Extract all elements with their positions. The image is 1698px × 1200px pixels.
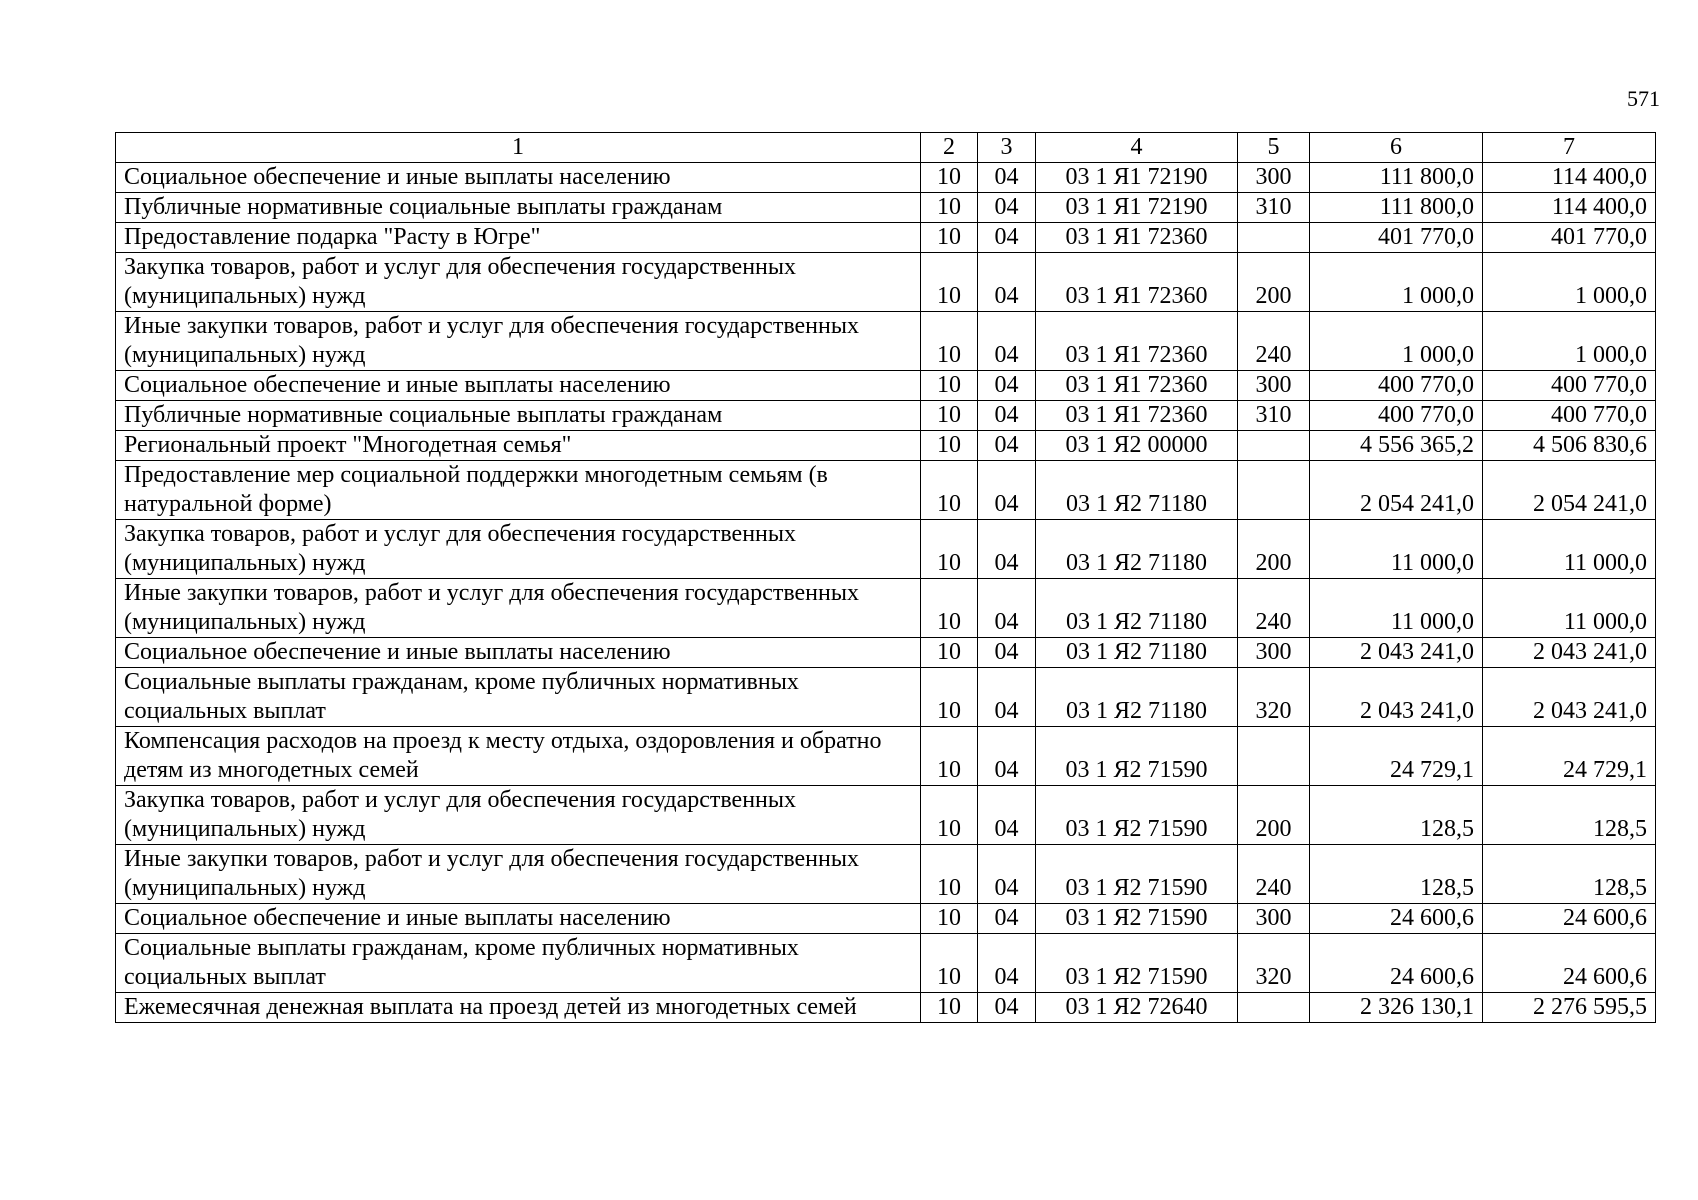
- expense-type-cell: [1238, 461, 1310, 520]
- section-code-cell: 10: [921, 223, 978, 253]
- expense-type-cell: 320: [1238, 668, 1310, 727]
- section-code-cell: 10: [921, 904, 978, 934]
- subsection-code-cell: 04: [978, 520, 1036, 579]
- table-row: [116, 253, 1656, 312]
- amount-col6-cell: 2 326 130,1: [1310, 993, 1483, 1023]
- subsection-code-cell: 04: [978, 934, 1036, 993]
- section-code-cell: 10: [921, 934, 978, 993]
- section-code-cell: 10: [921, 727, 978, 786]
- amount-col6-cell: 2 054 241,0: [1310, 461, 1483, 520]
- amount-col7-cell: 114 400,0: [1483, 193, 1656, 223]
- budget-table: [115, 132, 1656, 1023]
- table-row: [116, 993, 1656, 1023]
- target-article-cell: 03 1 Я1 72190: [1036, 163, 1238, 193]
- row-name-cell: Социальное обеспечение и иные выплаты населению: [116, 371, 921, 401]
- subsection-code-cell: 04: [978, 579, 1036, 638]
- section-code-cell: 10: [921, 431, 978, 461]
- expense-type-cell: 310: [1238, 193, 1310, 223]
- target-article-cell: 03 1 Я1 72360: [1036, 371, 1238, 401]
- header-cell: 5: [1238, 133, 1310, 163]
- table-row: [116, 520, 1656, 579]
- target-article-cell: 03 1 Я2 71590: [1036, 904, 1238, 934]
- row-name-cell: Социальное обеспечение и иные выплаты населению: [116, 904, 921, 934]
- amount-col7-cell: 400 770,0: [1483, 401, 1656, 431]
- table-header-row: [116, 133, 1656, 163]
- table-row: [116, 579, 1656, 638]
- row-name-cell: Социальное обеспечение и иные выплаты населению: [116, 163, 921, 193]
- expense-type-cell: 320: [1238, 934, 1310, 993]
- subsection-code-cell: 04: [978, 845, 1036, 904]
- table-row: [116, 668, 1656, 727]
- row-name-cell: Предоставление подарка "Расту в Югре": [116, 223, 921, 253]
- amount-col6-cell: 1 000,0: [1310, 253, 1483, 312]
- amount-col7-cell: 11 000,0: [1483, 579, 1656, 638]
- amount-col7-cell: 128,5: [1483, 786, 1656, 845]
- target-article-cell: 03 1 Я2 71180: [1036, 579, 1238, 638]
- target-article-cell: 03 1 Я2 72640: [1036, 993, 1238, 1023]
- table-row: [116, 786, 1656, 845]
- section-code-cell: 10: [921, 312, 978, 371]
- target-article-cell: 03 1 Я1 72360: [1036, 401, 1238, 431]
- expense-type-cell: [1238, 431, 1310, 461]
- section-code-cell: 10: [921, 371, 978, 401]
- amount-col7-cell: 128,5: [1483, 845, 1656, 904]
- amount-col6-cell: 1 000,0: [1310, 312, 1483, 371]
- amount-col7-cell: 24 600,6: [1483, 904, 1656, 934]
- amount-col7-cell: 2 043 241,0: [1483, 668, 1656, 727]
- section-code-cell: 10: [921, 520, 978, 579]
- table-row: [116, 312, 1656, 371]
- expense-type-cell: 200: [1238, 253, 1310, 312]
- amount-col6-cell: 2 043 241,0: [1310, 668, 1483, 727]
- header-cell: 7: [1483, 133, 1656, 163]
- subsection-code-cell: 04: [978, 993, 1036, 1023]
- amount-col6-cell: 2 043 241,0: [1310, 638, 1483, 668]
- amount-col7-cell: 24 600,6: [1483, 934, 1656, 993]
- row-name-cell: Региональный проект "Многодетная семья": [116, 431, 921, 461]
- table-row: [116, 727, 1656, 786]
- row-name-cell: Публичные нормативные социальные выплаты гражданам: [116, 193, 921, 223]
- expense-type-cell: 240: [1238, 579, 1310, 638]
- amount-col6-cell: 128,5: [1310, 845, 1483, 904]
- table-row: [116, 401, 1656, 431]
- subsection-code-cell: 04: [978, 253, 1036, 312]
- subsection-code-cell: 04: [978, 638, 1036, 668]
- row-name-cell: Иные закупки товаров, работ и услуг для обеспечения государственных (муниципальных) нужд: [116, 312, 921, 371]
- section-code-cell: 10: [921, 786, 978, 845]
- header-cell: 2: [921, 133, 978, 163]
- expense-type-cell: 200: [1238, 786, 1310, 845]
- amount-col7-cell: 2 276 595,5: [1483, 993, 1656, 1023]
- amount-col7-cell: 401 770,0: [1483, 223, 1656, 253]
- target-article-cell: 03 1 Я2 71180: [1036, 638, 1238, 668]
- row-name-cell: Иные закупки товаров, работ и услуг для обеспечения государственных (муниципальных) нужд: [116, 579, 921, 638]
- table-row: [116, 163, 1656, 193]
- amount-col7-cell: 114 400,0: [1483, 163, 1656, 193]
- expense-type-cell: [1238, 993, 1310, 1023]
- target-article-cell: 03 1 Я1 72360: [1036, 253, 1238, 312]
- expense-type-cell: [1238, 727, 1310, 786]
- header-cell: 3: [978, 133, 1036, 163]
- amount-col6-cell: 24 600,6: [1310, 904, 1483, 934]
- table-row: [116, 638, 1656, 668]
- amount-col6-cell: 128,5: [1310, 786, 1483, 845]
- amount-col7-cell: 4 506 830,6: [1483, 431, 1656, 461]
- subsection-code-cell: 04: [978, 371, 1036, 401]
- expense-type-cell: 300: [1238, 163, 1310, 193]
- subsection-code-cell: 04: [978, 223, 1036, 253]
- expense-type-cell: 300: [1238, 638, 1310, 668]
- section-code-cell: 10: [921, 845, 978, 904]
- amount-col6-cell: 111 800,0: [1310, 163, 1483, 193]
- amount-col6-cell: 24 729,1: [1310, 727, 1483, 786]
- expense-type-cell: 300: [1238, 904, 1310, 934]
- subsection-code-cell: 04: [978, 431, 1036, 461]
- subsection-code-cell: 04: [978, 461, 1036, 520]
- target-article-cell: 03 1 Я2 00000: [1036, 431, 1238, 461]
- amount-col6-cell: 111 800,0: [1310, 193, 1483, 223]
- target-article-cell: 03 1 Я2 71590: [1036, 934, 1238, 993]
- expense-type-cell: [1238, 223, 1310, 253]
- section-code-cell: 10: [921, 579, 978, 638]
- expense-type-cell: 240: [1238, 845, 1310, 904]
- subsection-code-cell: 04: [978, 163, 1036, 193]
- table-row: [116, 193, 1656, 223]
- table-row: [116, 431, 1656, 461]
- target-article-cell: 03 1 Я2 71590: [1036, 727, 1238, 786]
- row-name-cell: Публичные нормативные социальные выплаты гражданам: [116, 401, 921, 431]
- header-cell: 4: [1036, 133, 1238, 163]
- amount-col6-cell: 11 000,0: [1310, 520, 1483, 579]
- target-article-cell: 03 1 Я2 71590: [1036, 786, 1238, 845]
- row-name-cell: Социальные выплаты гражданам, кроме публичных нормативных социальных выплат: [116, 934, 921, 993]
- subsection-code-cell: 04: [978, 668, 1036, 727]
- row-name-cell: Социальное обеспечение и иные выплаты населению: [116, 638, 921, 668]
- subsection-code-cell: 04: [978, 312, 1036, 371]
- amount-col6-cell: 401 770,0: [1310, 223, 1483, 253]
- table-row: [116, 904, 1656, 934]
- subsection-code-cell: 04: [978, 193, 1036, 223]
- amount-col7-cell: 11 000,0: [1483, 520, 1656, 579]
- section-code-cell: 10: [921, 638, 978, 668]
- amount-col6-cell: 24 600,6: [1310, 934, 1483, 993]
- section-code-cell: 10: [921, 401, 978, 431]
- target-article-cell: 03 1 Я1 72190: [1036, 193, 1238, 223]
- subsection-code-cell: 04: [978, 786, 1036, 845]
- amount-col6-cell: 400 770,0: [1310, 401, 1483, 431]
- target-article-cell: 03 1 Я2 71180: [1036, 668, 1238, 727]
- section-code-cell: 10: [921, 668, 978, 727]
- table-row: [116, 934, 1656, 993]
- subsection-code-cell: 04: [978, 401, 1036, 431]
- subsection-code-cell: 04: [978, 727, 1036, 786]
- table-row: [116, 845, 1656, 904]
- expense-type-cell: 200: [1238, 520, 1310, 579]
- table-row: [116, 223, 1656, 253]
- section-code-cell: 10: [921, 163, 978, 193]
- row-name-cell: Иные закупки товаров, работ и услуг для обеспечения государственных (муниципальных) нужд: [116, 845, 921, 904]
- row-name-cell: Закупка товаров, работ и услуг для обеспечения государственных (муниципальных) нужд: [116, 786, 921, 845]
- amount-col7-cell: 1 000,0: [1483, 253, 1656, 312]
- subsection-code-cell: 04: [978, 904, 1036, 934]
- target-article-cell: 03 1 Я2 71590: [1036, 845, 1238, 904]
- expense-type-cell: 310: [1238, 401, 1310, 431]
- amount-col7-cell: 2 054 241,0: [1483, 461, 1656, 520]
- row-name-cell: Предоставление мер социальной поддержки многодетным семьям (в натуральной форме): [116, 461, 921, 520]
- expense-type-cell: 300: [1238, 371, 1310, 401]
- header-cell: 1: [116, 133, 921, 163]
- section-code-cell: 10: [921, 993, 978, 1023]
- page-number: 571: [1627, 86, 1660, 111]
- row-name-cell: Социальные выплаты гражданам, кроме публичных нормативных социальных выплат: [116, 668, 921, 727]
- row-name-cell: Закупка товаров, работ и услуг для обеспечения государственных (муниципальных) нужд: [116, 253, 921, 312]
- amount-col7-cell: 400 770,0: [1483, 371, 1656, 401]
- target-article-cell: 03 1 Я1 72360: [1036, 312, 1238, 371]
- table-row: [116, 371, 1656, 401]
- expense-type-cell: 240: [1238, 312, 1310, 371]
- header-cell: 6: [1310, 133, 1483, 163]
- target-article-cell: 03 1 Я1 72360: [1036, 223, 1238, 253]
- amount-col7-cell: 2 043 241,0: [1483, 638, 1656, 668]
- target-article-cell: 03 1 Я2 71180: [1036, 461, 1238, 520]
- section-code-cell: 10: [921, 193, 978, 223]
- amount-col7-cell: 1 000,0: [1483, 312, 1656, 371]
- row-name-cell: Закупка товаров, работ и услуг для обеспечения государственных (муниципальных) нужд: [116, 520, 921, 579]
- amount-col6-cell: 400 770,0: [1310, 371, 1483, 401]
- row-name-cell: Ежемесячная денежная выплата на проезд детей из многодетных семей: [116, 993, 921, 1023]
- amount-col6-cell: 11 000,0: [1310, 579, 1483, 638]
- target-article-cell: 03 1 Я2 71180: [1036, 520, 1238, 579]
- amount-col6-cell: 4 556 365,2: [1310, 431, 1483, 461]
- section-code-cell: 10: [921, 461, 978, 520]
- table-row: [116, 461, 1656, 520]
- amount-col7-cell: 24 729,1: [1483, 727, 1656, 786]
- row-name-cell: Компенсация расходов на проезд к месту отдыха, оздоровления и обратно детям из многодетных семей: [116, 727, 921, 786]
- section-code-cell: 10: [921, 253, 978, 312]
